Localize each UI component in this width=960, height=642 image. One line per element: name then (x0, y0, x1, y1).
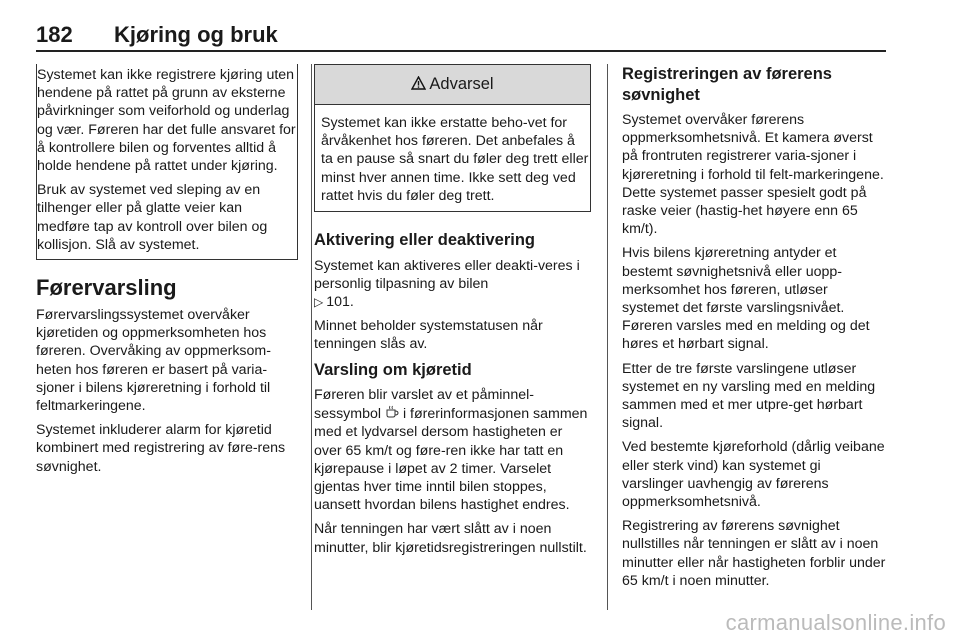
column-divider (311, 64, 312, 610)
paragraph: Minnet beholder systemstatusen når tenningen slås av. (314, 318, 543, 353)
warning-title: Advarsel (429, 75, 494, 93)
page-number: 182 (36, 22, 73, 47)
column-left (36, 64, 298, 482)
page-reference[interactable]: 101. (326, 293, 354, 310)
paragraph-text: Systemet kan aktiveres eller deakti-veres i personlig tilpasning av bilen (314, 257, 580, 292)
watermark: carmanualsonline.info (725, 610, 946, 635)
warning-text: Bruk av systemet ved sleping av en tilhenger eller på glatte veier kan medføre tap av kontroll over bilen og kollisjon. Slå av systemet. (37, 182, 268, 253)
subsection-heading: Aktivering eller deaktivering (314, 231, 536, 250)
paragraph (314, 257, 591, 312)
paragraph-text: i førerinformasjonen sammen med et lydvarsel dersom hastigheten er over 65 km/t og føre-ren ikke har tatt en kjørepause i løpet av 2 timer. Varselet gjentas hver time inntil bilen stoppes, uansett hvordan bilens hastighet endres. (314, 406, 588, 514)
subsection-heading: Registreringen av førerens søvnighet (622, 65, 832, 104)
subsection-heading: Varsling om kjøretid (314, 360, 472, 379)
paragraph: Når tenningen har vært slått av i noen minutter, blir kjøretidsregistreringen nullstilt. (314, 521, 587, 556)
column-divider (607, 64, 608, 610)
warning-triangle-icon (411, 76, 426, 94)
page-header (36, 14, 886, 50)
warning-box (314, 64, 591, 212)
paragraph-text: Føreren blir varslet av et påminnel-sessymbol (314, 387, 534, 423)
header-title: Kjøring og bruk (114, 22, 278, 47)
paragraph: Systemet overvåker førerens oppmerksomhetsnivå. Et kamera øverst på frontruten registrerer varia-sjoner i kjøreretning i forhold til felt-markeringene. Dette systemet passer spesielt godt på raske veier (hastig-het høyere enn 65 km/t). (622, 112, 884, 238)
warning-text: Systemet kan ikke erstatte beho-vet for årvåkenhet hos føreren. Det anbefales å ta en pause så snart du føler deg trett eller minst hver annen time. Ikke sett deg ved rattet hvis du føler deg trett. (321, 115, 589, 204)
column-right (622, 64, 886, 596)
warning-header (315, 65, 590, 105)
warning-body (315, 105, 590, 211)
warning-box-continued (36, 64, 298, 260)
paragraph: Ved bestemte kjøreforhold (dårlig veibane eller sterk vind) kan systemet gi varslinger uavhengig av førerens oppmerksomhetsnivå. (622, 439, 885, 511)
paragraph: Registrering av førerens søvnighet nullstilles når tenningen er slått av i noen minutter eller når hastigheten forblir under 65 km/t i noen minutter. (622, 518, 886, 589)
warning-text: Systemet kan ikke registrere kjøring uten hendene på rattet på grunn av eksterne påvirkninger som veiforhold og underlag og vær. Føreren har det fulle ansvaret for å kontrollere bilen og forventes alltid å holde hendene på rattet under kjøring. (37, 67, 296, 175)
paragraph: Førervarslingssystemet overvåker kjøretiden og oppmerksomheten hos føreren. Overvåking av oppmerksom-heten hos føreren er basert på varia-sjoner i bilens kjøreretning i forhold til feltmarkeringene. (36, 307, 271, 415)
paragraph (314, 386, 591, 514)
section-heading: Førervarsling (36, 275, 177, 301)
paragraph: Etter de tre første varslingene utløser systemet en ny varsling med en melding sammen med et mer utpre-get hørbart signal. (622, 360, 876, 432)
paragraph: Systemet inkluderer alarm for kjøretid kombinert med registrering av føre-rens søvnighet. (36, 422, 286, 475)
coffee-cup-icon (385, 404, 399, 422)
header-rule (36, 50, 886, 52)
paragraph: Hvis bilens kjøreretning antyder et bestemt søvnighetsnivå eller uopp-merksomhet hos føreren, utløser systemet det første varslingsnivået. Føreren varsles med en melding og det høres et hørbart signal. (622, 245, 870, 353)
column-middle (314, 64, 591, 563)
page-reference-icon: ▷ (314, 294, 324, 309)
